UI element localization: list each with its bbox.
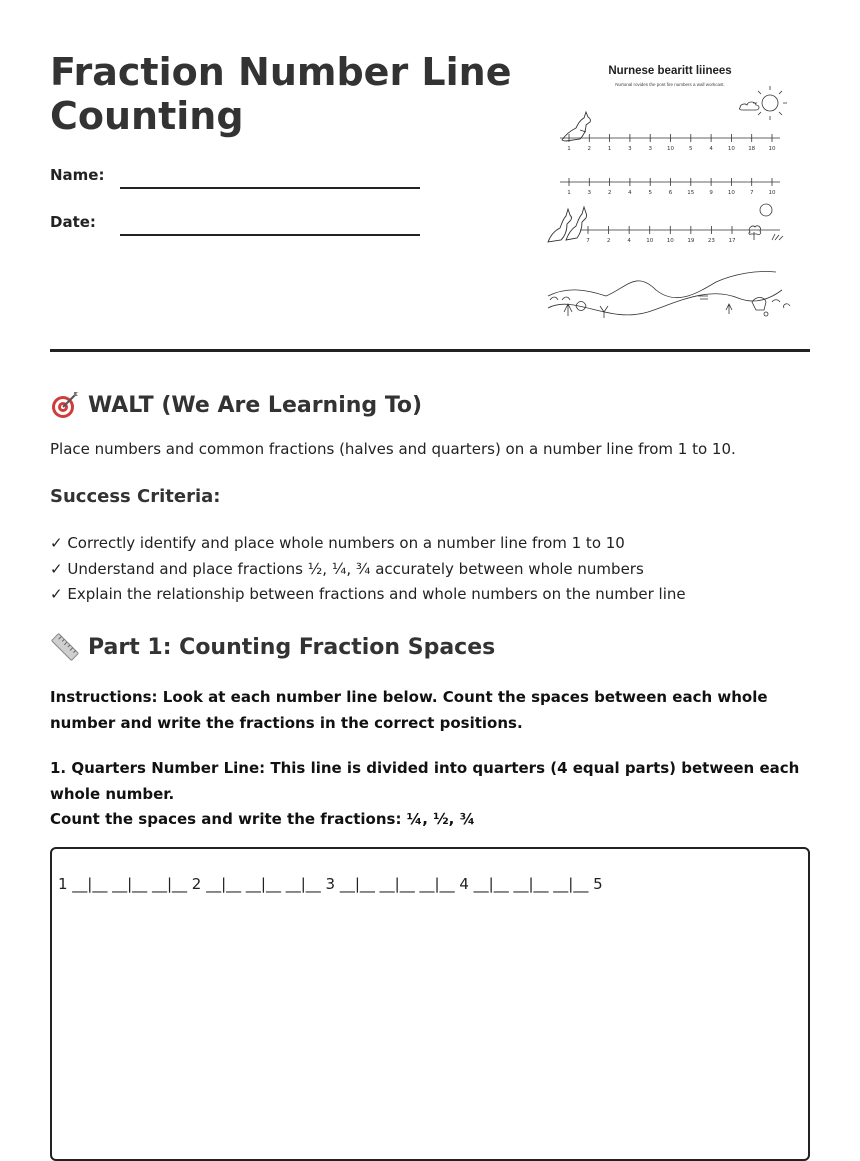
page-title: Fraction Number Line Counting (50, 50, 512, 138)
row-2-tick-label: 1 (567, 190, 571, 196)
row-1-tick-label: 3 (628, 146, 632, 152)
list-item: ✓ Explain the relationship between fractions and whole numbers on the number line (50, 585, 686, 603)
illustration-title: Nurnese bearitt liinees (608, 65, 732, 77)
list-item: ✓ Understand and place fractions ½, ¼, ¾ accurately between whole numbers (50, 559, 644, 578)
sun-icon (753, 86, 787, 120)
part1-instructions: Instructions: Look at each number line below. Count the spaces between each whole number and write the fractions in the correct positions. (50, 688, 768, 732)
number-line-row-1 (560, 134, 780, 142)
row-3-tick-label: 10 (666, 238, 674, 244)
number-line-row-2 (560, 178, 780, 186)
row-3-tick-label: 4 (627, 238, 631, 244)
kangaroo-pair-icon (548, 207, 587, 242)
row-2-tick-label: 10 (727, 190, 735, 196)
name-field[interactable] (120, 187, 420, 189)
kangaroo-icon (562, 112, 590, 141)
row-2-tick-label: 2 (607, 190, 612, 196)
sun-icon-small (760, 204, 772, 216)
ruler-icon (50, 632, 80, 662)
date-field[interactable] (120, 234, 420, 236)
walt-text: Place numbers and common fractions (halves and quarters) on a number line from 1 to 10. (50, 440, 736, 458)
row-3-tick-label: 7 (586, 238, 590, 244)
row-1-tick-label: 10 (667, 146, 674, 152)
row-2-tick-label: 7 (749, 190, 754, 196)
part1-heading (50, 632, 495, 662)
row-3-tick-label: 19 (687, 238, 695, 244)
row-3-tick-label: 10 (646, 238, 654, 244)
quarters-number-line: 1 __|__ __|__ __|__ 2 __|__ __|__ __|__ 3 __|__ __|__ __|__ 4 __|__ __|__ __|__ 5 (58, 875, 603, 893)
list-item: ✓ Correctly identify and place whole numbers on a number line from 1 to 10 (50, 534, 625, 552)
name-label: Name: (50, 166, 105, 184)
row-1-tick-label: 4 (709, 146, 713, 152)
row-2-tick-label: 10 (768, 190, 776, 196)
target-icon (50, 390, 80, 420)
answer-box[interactable] (50, 847, 810, 1161)
walt-heading-text: WALT (We Are Learning To) (88, 392, 423, 418)
row-1-tick-label: 10 (768, 146, 776, 152)
row-3-tick-label: 17 (728, 238, 736, 244)
row-2-tick-label: 15 (687, 190, 695, 196)
row-1-tick-label: 5 (689, 146, 693, 152)
row-2-tick-label: 3 (587, 190, 592, 196)
success-criteria-title: Success Criteria: (50, 486, 221, 507)
row-2-tick-label: 5 (648, 190, 652, 196)
success-criteria-list (50, 531, 686, 608)
row-3-tick-label: 2 (606, 238, 611, 244)
question-1-text: 1. Quarters Number Line: This line is divided into quarters (4 equal parts) between each whole number. (50, 759, 800, 803)
question-1-subtext: Count the spaces and write the fractions: ¼, ½, ¾ (50, 810, 476, 828)
row-2-tick-label: 4 (628, 190, 632, 196)
row-1-tick-label: 18 (748, 146, 756, 152)
header-divider (50, 349, 810, 352)
number-line-illustration (540, 58, 800, 323)
illustration-subtitle: Nurtonal rovides the pont fire numbers a wall workcast. (615, 82, 725, 87)
walt-heading (50, 390, 422, 420)
date-label: Date: (50, 213, 96, 231)
part1-heading-text: Part 1: Counting Fraction Spaces (88, 634, 496, 660)
row-1-tick-label: 1 (607, 146, 612, 152)
tree-icon (749, 226, 783, 240)
row-2-tick-label: 9 (709, 190, 713, 196)
row-1-tick-label: 3 (648, 146, 652, 152)
row-1-tick-label: 1 (567, 146, 571, 152)
row-1-tick-label: 2 (587, 146, 592, 152)
row-3-tick-label: 23 (707, 238, 715, 244)
row-1-tick-label: 10 (727, 146, 735, 152)
landscape-illustration (548, 271, 790, 318)
row-2-tick-label: 6 (668, 190, 673, 196)
